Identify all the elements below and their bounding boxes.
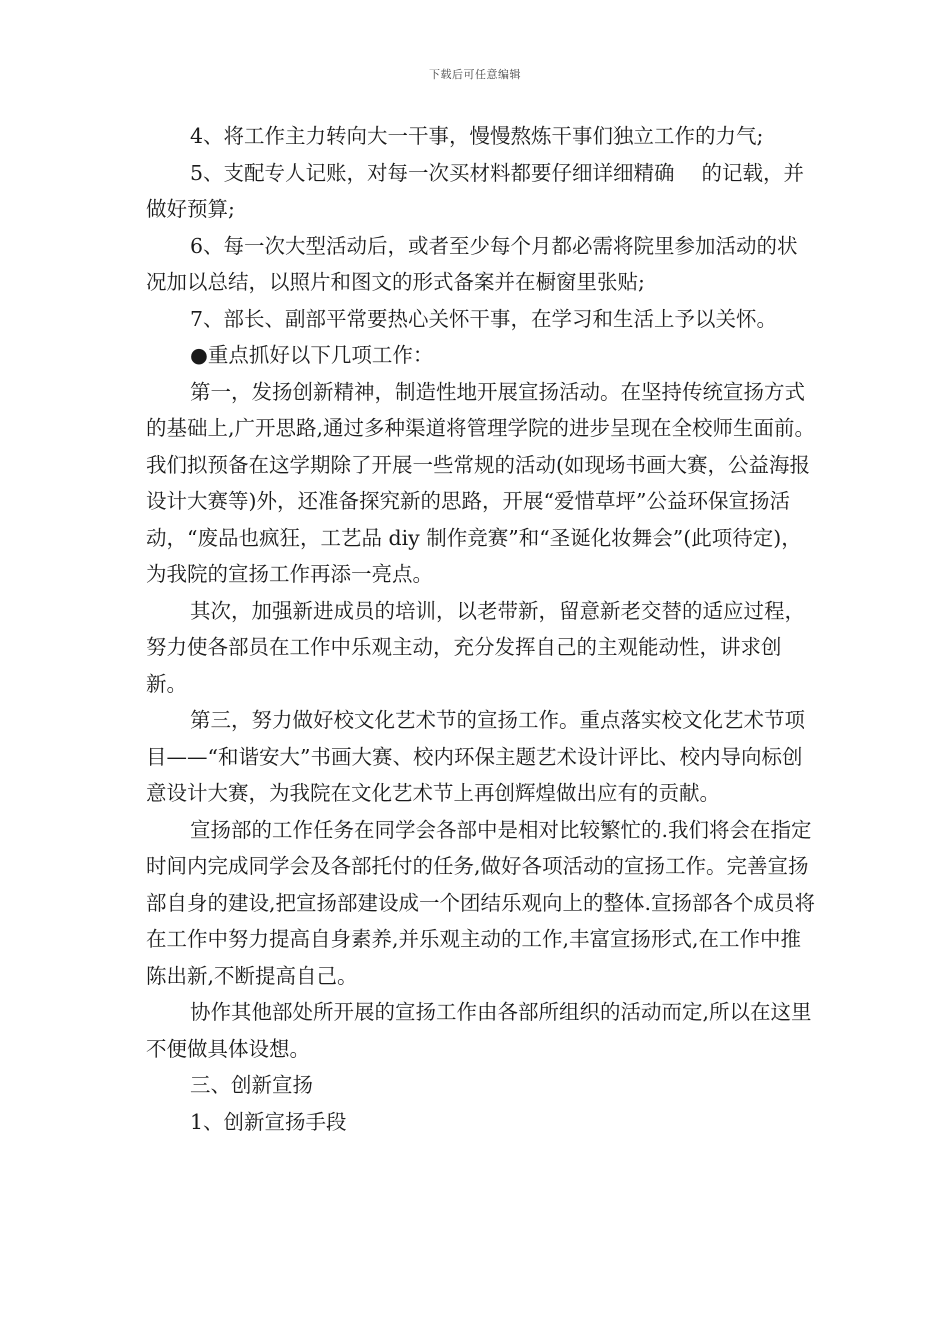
sub-heading: 1、创新宣扬手段 <box>190 1109 347 1134</box>
paragraph: 宣扬部的工作任务在同学会各部中是相对比较繁忙的.我们将会在指定时间内完成同学会及各部托付的任务,做好各项活动的宣扬工作。完善宣扬部自身的建设,把宣扬部建设成一个团结乐观向上的整体.宣扬部各个成员将在工作中努力提高自身素养,并乐观主动的工作,丰富宣扬形式,在工作中推陈出新,不断提高自己。 <box>146 817 816 988</box>
document-body <box>146 118 818 1140</box>
paragraph: 协作其他部处所开展的宣扬工作由各部所组织的活动而定,所以在这里不便做具体设想。 <box>146 1000 812 1061</box>
paragraph: 第一，发扬创新精神，制造性地开展宣扬活动。在坚持传统宣扬方式的基础上,广开思路,通过多种渠道将管理学院的进步呈现在全校师生面前。我们拟预备在这学期除了开展一些常规的活动(如现场书画大赛，公益海报设计大赛等)外，还准备探究新的思路，开展“爱惜草坪”公益环保宣扬活动，“废品也疯狂，工艺品 diy 制作竞赛”和“圣诞化妆舞会”(此项待定)，为我院的宣扬工作再添一亮点。 <box>146 379 816 586</box>
section-heading: 三、创新宣扬 <box>190 1073 313 1097</box>
paragraph: 第三，努力做好校文化艺术节的宣扬工作。重点落实校文化艺术节项目——“和谐安大”书画大赛、校内环保主题艺术设计评比、校内导向标创意设计大赛，为我院在文化艺术节上再创辉煌做出应有的贡献。 <box>146 708 805 805</box>
section-heading: ●重点抓好以下几项工作： <box>190 343 434 367</box>
paragraph: 4、将工作主力转向大一干事，慢慢熬炼干事们独立工作的力气; <box>190 124 764 148</box>
page-header: 下载后可任意编辑 <box>429 68 521 81</box>
paragraph: 其次，加强新进成员的培训，以老带新，留意新老交替的适应过程，努力使各部员在工作中乐观主动，充分发挥自己的主观能动性，讲求创新。 <box>146 598 805 696</box>
paragraph: 6、每一次大型活动后，或者至少每个月都必需将院里参加活动的状况加以总结，以照片和图文的形式备案并在橱窗里张贴; <box>146 233 798 294</box>
paragraph: 7、部长、副部平常要热心关怀干事，在学习和生活上予以关怀。 <box>190 306 778 331</box>
paragraph: 5、支配专人记账，对每一次买材料都要仔细详细精确 的记载，并做好预算; <box>146 160 805 221</box>
